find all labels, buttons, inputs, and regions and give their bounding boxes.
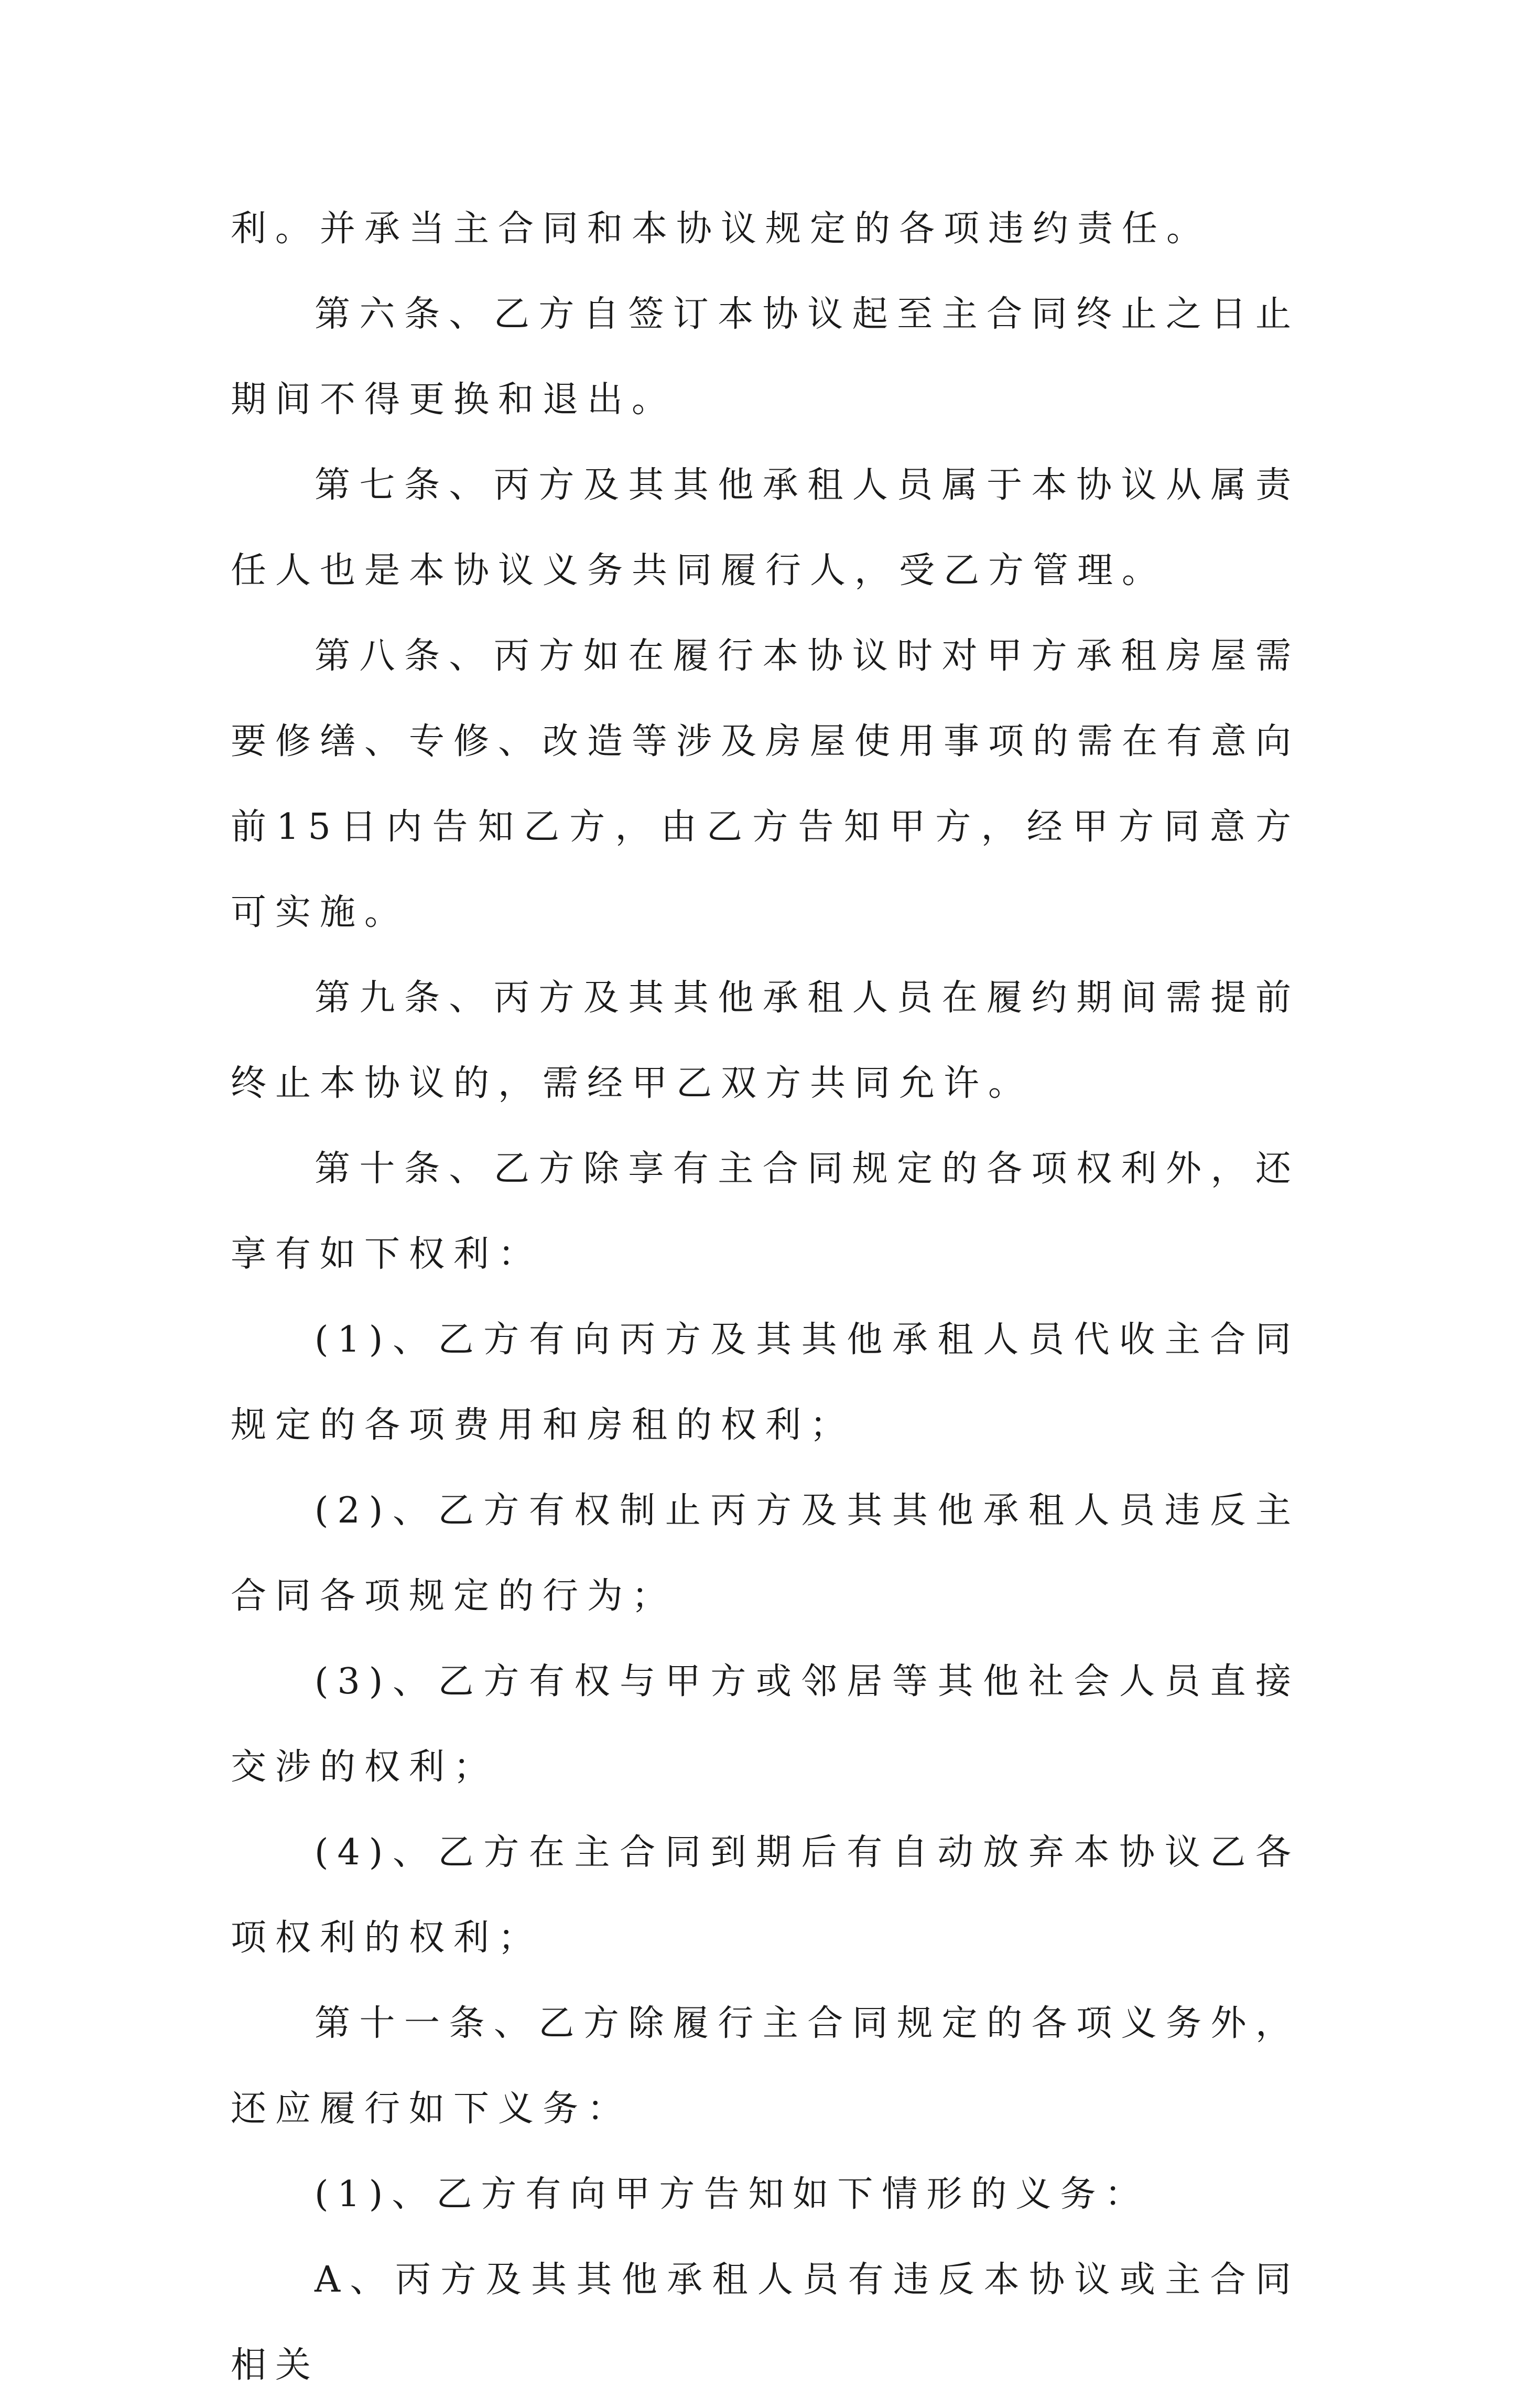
paragraph-article-6: 第六条、乙方自签订本协议起至主合同终止之日止期间不得更换和退出。 [231,294,1300,420]
paragraph-article-7: 第七条、丙方及其其他承租人员属于本协议从属责任人也是本协议义务共同履行人，受乙方管理。 [231,465,1300,591]
paragraph-article-10-item-1: (1)、乙方有向丙方及其其他承租人员代收主合同规定的各项费用和房租的权利； [231,1319,1300,1446]
paragraph-article-11-item-1: (1)、乙方有向甲方告知如下情形的义务： [315,2174,1150,2215]
paragraph-article-9: 第九条、丙方及其其他承租人员在履约期间需提前终止本协议的，需经甲乙双方共同允许。 [231,977,1300,1104]
paragraph-article-10-item-3: (3)、乙方有权与甲方或邻居等其他社会人员直接交涉的权利； [231,1661,1300,1788]
paragraph-article-10-item-2: (2)、乙方有权制止丙方及其其他承租人员违反主合同各项规定的行为； [231,1490,1300,1617]
document-body [231,186,1300,2408]
paragraph-article-11: 第十一条、乙方除履行主合同规定的各项义务外，还应履行如下义务： [231,2003,1300,2130]
paragraph-continuation: 利。并承当主合同和本协议规定的各项违约责任。 [231,208,1211,250]
paragraph-article-11-item-a: A、丙方及其其他承租人员有违反本协议或主合同相关 [231,2259,1300,2386]
paragraph-article-8: 第八条、丙方如在履行本协议时对甲方承租房屋需要修缮、专修、改造等涉及房屋使用事项的需在有意向前15日内告知乙方，由乙方告知甲方，经甲方同意方可实施。 [231,635,1301,933]
paragraph-article-10-item-4: (4)、乙方在主合同到期后有自动放弃本协议乙各项权利的权利； [231,1832,1300,1959]
paragraph-article-10: 第十条、乙方除享有主合同规定的各项权利外，还享有如下权利： [231,1148,1300,1275]
